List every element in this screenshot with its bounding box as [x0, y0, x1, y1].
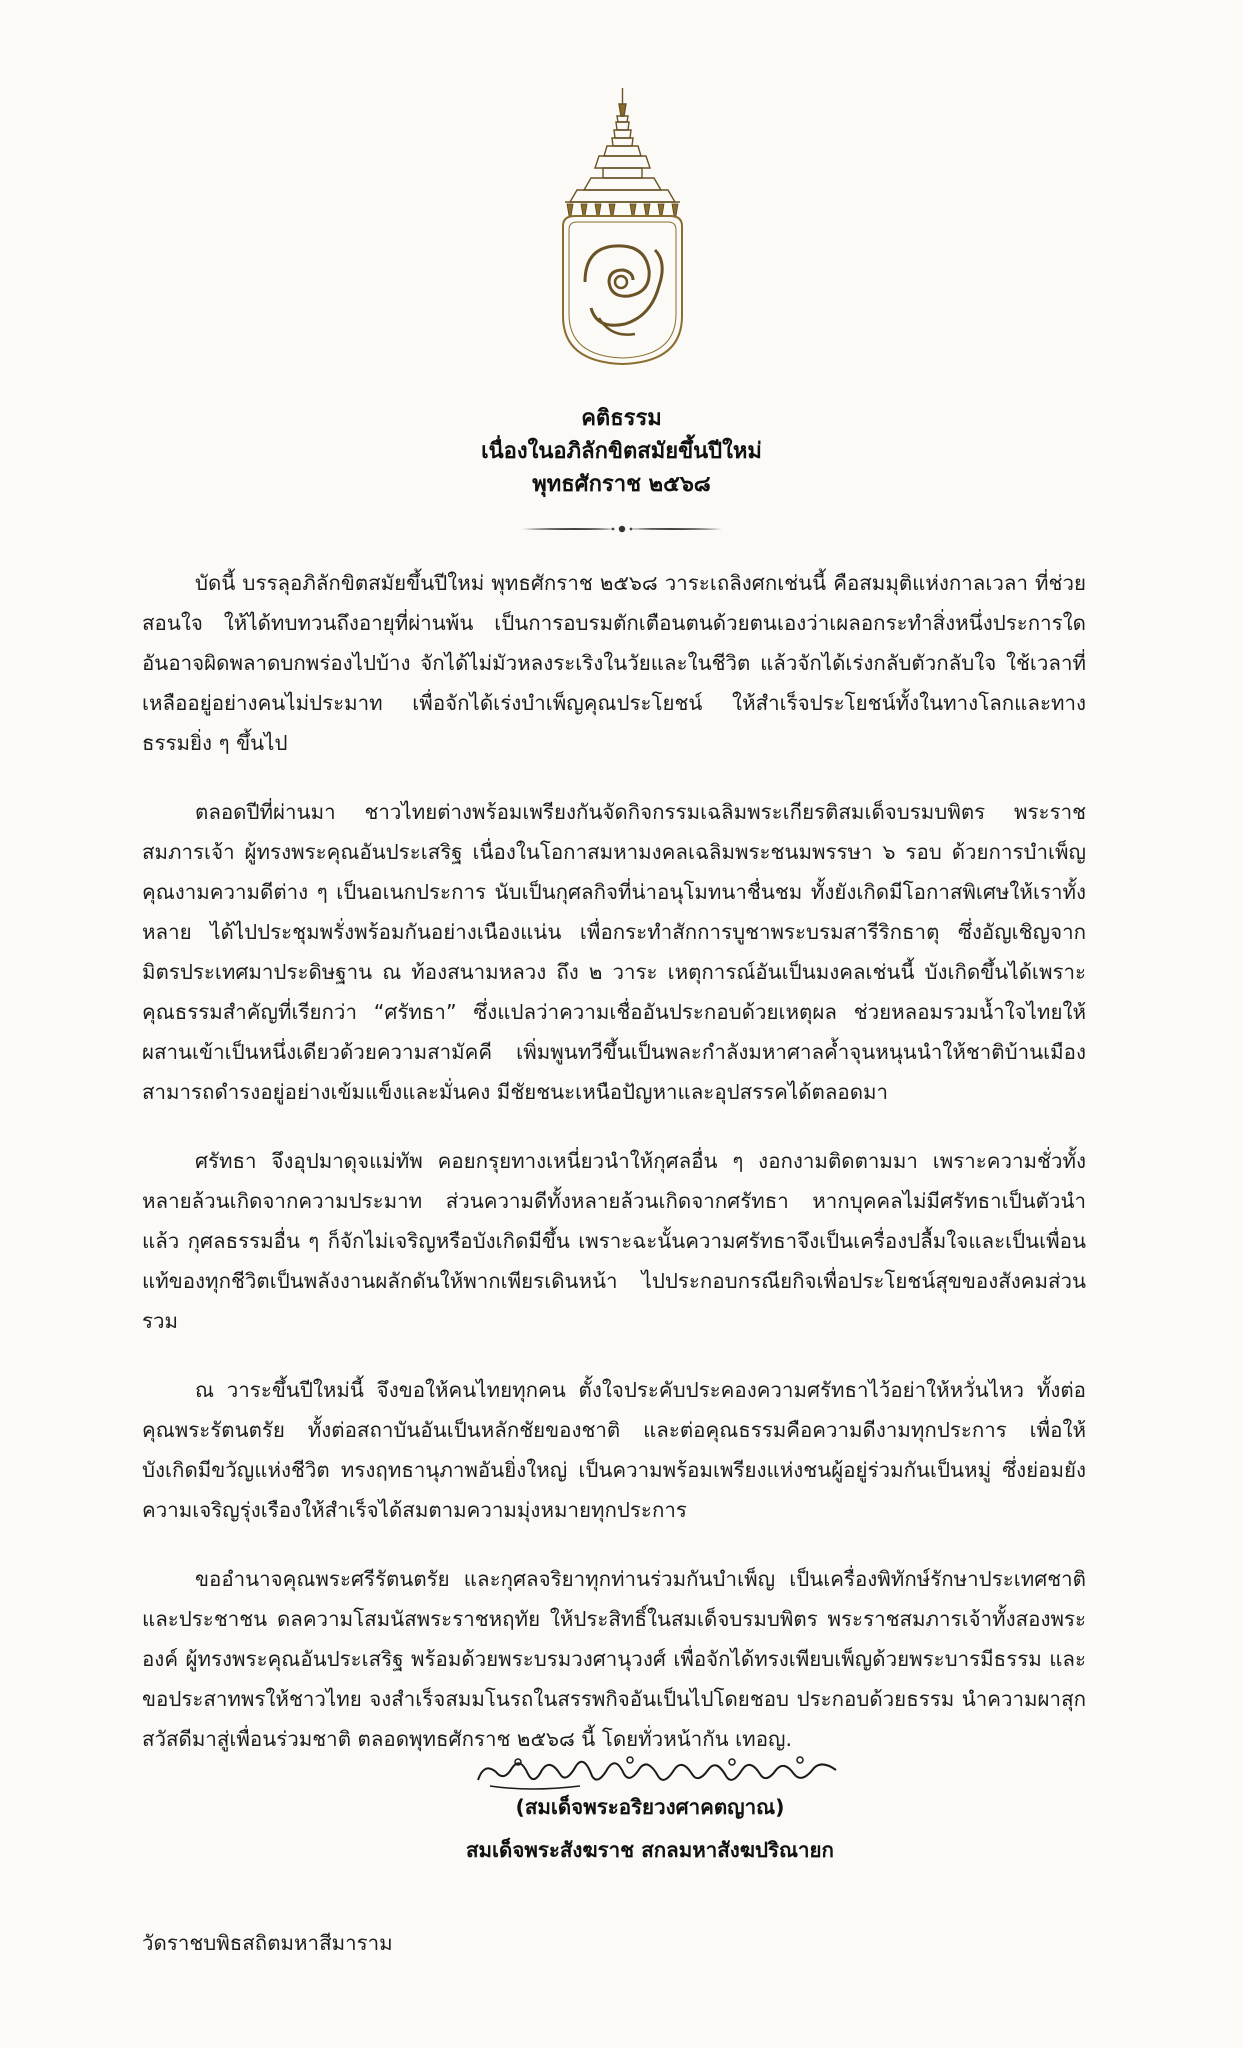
- paragraph-4: ณ วาระขึ้นปีใหม่นี้ จึงขอให้คนไทยทุกคน ตั้งใจประคับประคองความศรัทธาไว้อย่าให้หวั่นไหว ทั้งต่อคุณพระรัตนตรัย ทั้งต่อสถาบันอันเป็นหลักชัยของชาติ และต่อคุณธรรมคือความดีงามทุกประการ เพื่อให้บังเกิดมีขวัญแห่งชีวิต ทรงฤทธานุภาพอันยิ่งใหญ่ เป็นความพร้อมเพรียงแห่งชนผู้อยู่ร่วมกันเป็นหมู่ ซึ่งย่อมยังความเจริญรุ่งเรืองให้สำเร็จได้สมตามความมุ่งหมายทุกประการ: [142, 1378, 1086, 1522]
- handwritten-signature: [470, 1740, 850, 1800]
- royal-emblem-logo: [555, 86, 690, 366]
- issuing-place: วัดราชบพิธสถิตมหาสีมาราม: [142, 1931, 393, 1955]
- paragraph-5: ขออำนาจคุณพระศรีรัตนตรัย และกุศลจริยาทุกท่านร่วมกันบำเพ็ญ เป็นเครื่องพิทักษ์รักษาประเทศชาติและประชาชน ดลความโสมนัสพระราชหฤทัย ให้ประสิทธิ์ในสมเด็จบรมบพิตร พระราชสมภารเจ้าทั้งสองพระองค์ ผู้ทรงพระคุณอันประเสริฐ พร้อมด้วยพระบรมวงศานุวงศ์ เพื่อจักได้ทรงเพียบเพ็ญด้วยพระบารมีธรรม และขอประสาทพรให้ชาวไทย จงสำเร็จสมมโนรถในสรรพกิจอันเป็นไปโดยชอบ ประกอบด้วยธรรม นำความผาสุกสวัสดีมาสู่เพื่อนร่วมชาติ ตลอดพุทธศักราช ๒๕๖๘ นี้ โดยทั่วหน้ากัน เทอญ.: [142, 1567, 1086, 1751]
- paragraph-2: ตลอดปีที่ผ่านมา ชาวไทยต่างพร้อมเพรียงกันจัดกิจกรรมเฉลิมพระเกียรติสมเด็จบรมบพิตร พระราชสมภารเจ้า ผู้ทรงพระคุณอันประเสริฐ เนื่องในโอกาสมหามงคลเฉลิมพระชนมพรรษา ๖ รอบ ด้วยการบำเพ็ญคุณงามความดีต่าง ๆ เป็นอเนกประการ นับเป็นกุศลกิจที่น่าอนุโมทนาชื่นชม ทั้งยังเกิดมีโอกาสพิเศษให้เราทั้งหลาย ได้ไปประชุมพรั่งพร้อมกันอย่างเนืองแน่น เพื่อกระทำสักการบูชาพระบรมสารีริกธาตุ ซึ่งอัญเชิญจากมิตรประเทศมาประดิษฐาน ณ ท้องสนามหลวง ถึง ๒ วาระ เหตุการณ์อันเป็นมงคลเช่นนี้ บังเกิดขึ้นได้เพราะคุณธรรมสำคัญที่เรียกว่า “ศรัทธา” ซึ่งแปลว่าความเชื่ออันประกอบด้วยเหตุผล ช่วยหลอมรวมน้ำใจไทยให้ผสานเข้าเป็นหนึ่งเดียวด้วยความสามัคคี เพิ่มพูนทวีขึ้นเป็นพละกำลังมหาศาลค้ำจุนหนุนนำให้ชาติบ้านเมือง สามารถดำรงอยู่อย่างเข้มแข็งและมั่นคง มีชัยชนะเหนือปัญหาและอุปสรรคได้ตลอดมา: [142, 800, 1086, 1104]
- body-text: [142, 563, 1086, 1788]
- signer-name: (สมเด็จพระอริยวงศาคตญาณ): [515, 1795, 785, 1819]
- title-line-1: คติธรรม: [581, 406, 662, 431]
- title-block: [0, 402, 1243, 501]
- signature-block: [440, 1740, 860, 1910]
- title-line-3: พุทธศักราช ๒๕๖๘: [532, 472, 711, 497]
- paragraph-3: ศรัทธา จึงอุปมาดุจแม่ทัพ คอยกรุยทางเหนี่ยวนำให้กุศลอื่น ๆ งอกงามติดตามมา เพราะความชั่วทั้งหลายล้วนเกิดจากความประมาท ส่วนความดีทั้งหลายล้วนเกิดจากศรัทธา หากบุคคลไม่มีศรัทธาเป็นตัวนำแล้ว กุศลธรรมอื่น ๆ ก็จักไม่เจริญหรือบังเกิดมีขึ้น เพราะฉะนั้นความศรัทธาจึงเป็นเครื่องปลื้มใจและเป็นเพื่อนแท้ของทุกชีวิตเป็นพลังงานผลักดันให้พากเพียรเดินหน้า ไปประกอบกรณียกิจเพื่อประโยชน์สุขของสังคมส่วนรวม: [142, 1149, 1086, 1333]
- title-line-2: เนื่องในอภิลักขิตสมัยขึ้นปีใหม่: [481, 439, 762, 464]
- ornamental-divider: [520, 522, 724, 536]
- signer-title: สมเด็จพระสังฆราช สกลมหาสังฆปริณายก: [466, 1838, 834, 1862]
- paragraph-1: บัดนี้ บรรลุอภิลักขิตสมัยขึ้นปีใหม่ พุทธศักราช ๒๕๖๘ วาระเถลิงศกเช่นนี้ คือสมมุติแห่งกาลเวลา ที่ช่วยสอนใจ ให้ได้ทบทวนถึงอายุที่ผ่านพ้น เป็นการอบรมตักเตือนตนด้วยตนเองว่าเผลอกระทำสิ่งหนึ่งประการใด อันอาจผิดพลาดบกพร่องไปบ้าง จักได้ไม่มัวหลงระเริงในวัยและในชีวิต แล้วจักได้เร่งกลับตัวกลับใจ ใช้เวลาที่เหลืออยู่อย่างคนไม่ประมาท เพื่อจักได้เร่งบำเพ็ญคุณประโยชน์ ให้สำเร็จประโยชน์ทั้งในทางโลกและทางธรรมยิ่ง ๆ ขึ้นไป: [142, 571, 1086, 755]
